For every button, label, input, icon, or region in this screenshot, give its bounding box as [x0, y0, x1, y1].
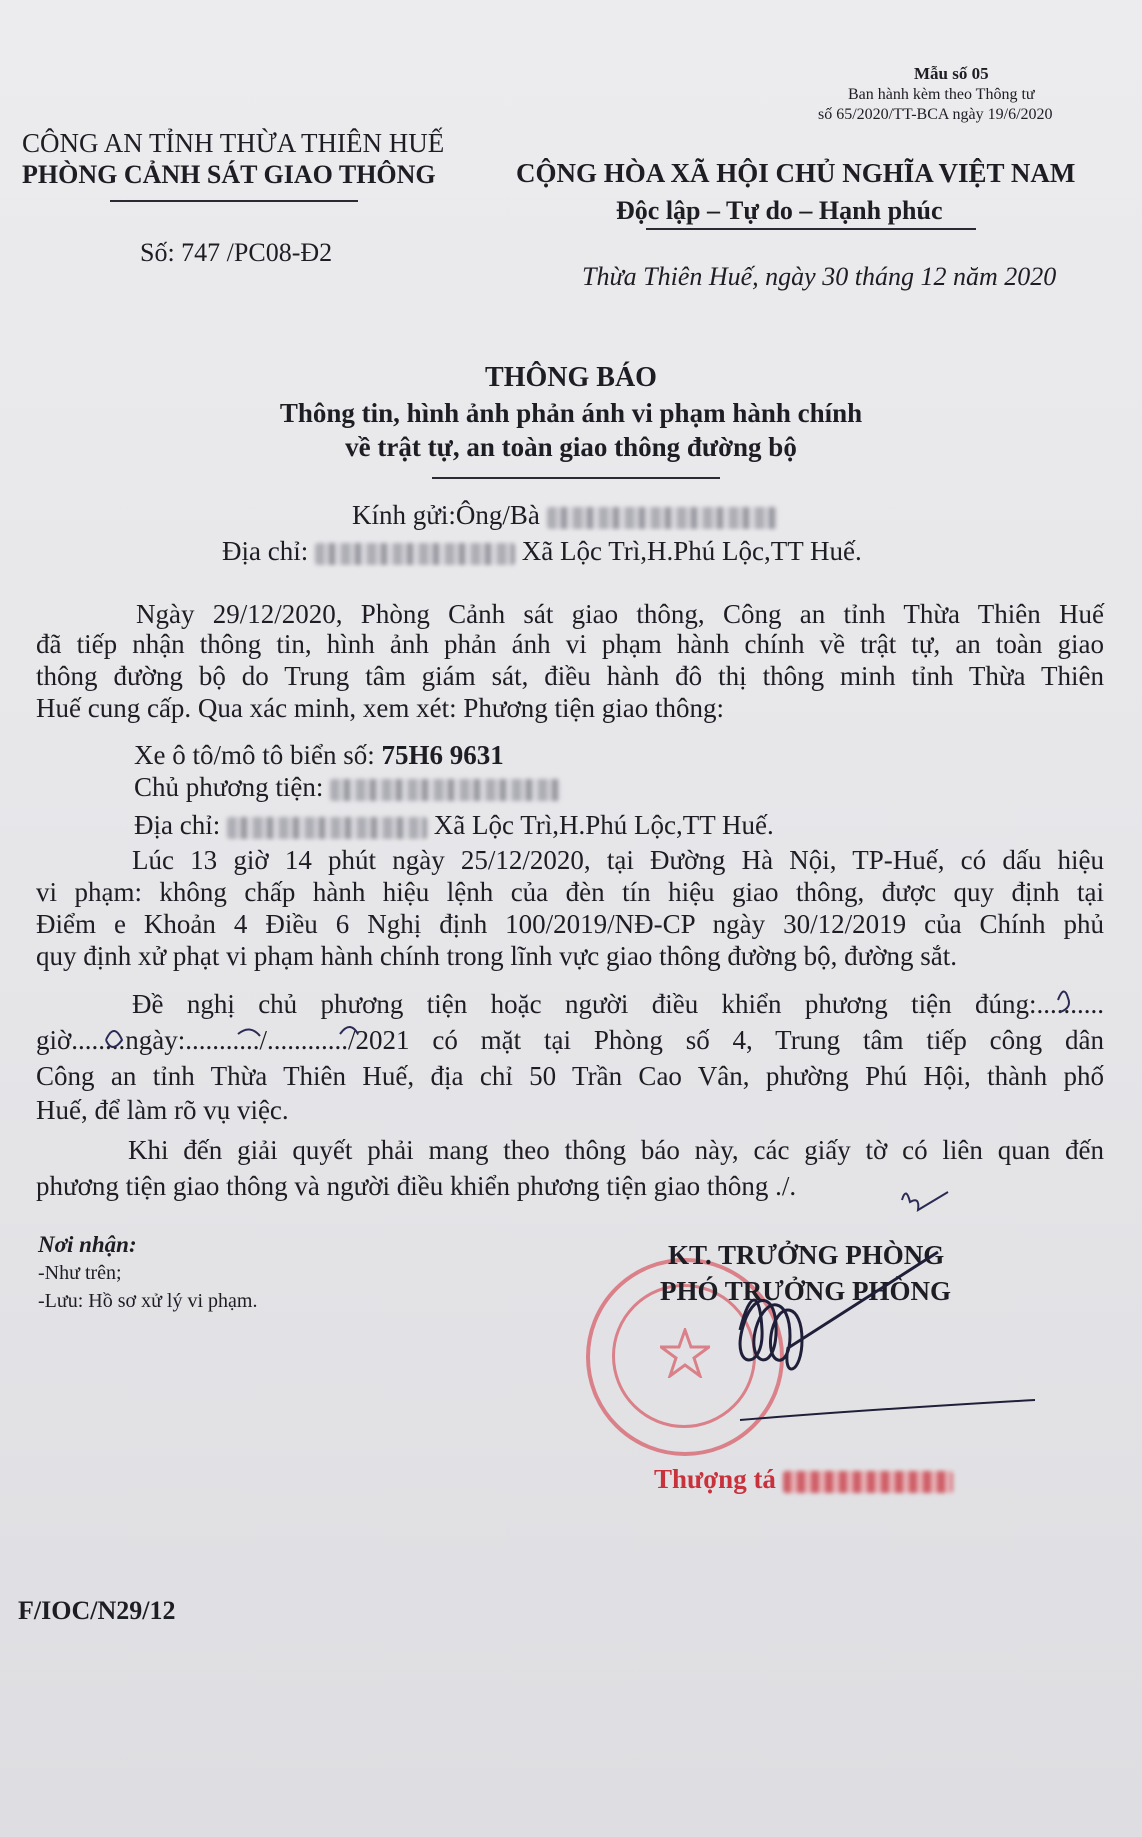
vehicle-label: Xe ô tô/mô tô biển số: [134, 740, 375, 770]
paragraph-2-line-4: quy định xử phạt vi phạm hành chính trong lĩnh vực giao thông đường bộ, đường sắt. [36, 941, 957, 971]
nation-name: CỘNG HÒA XÃ HỘI CHỦ NGHĨA VIỆT NAM [516, 158, 1076, 188]
paragraph-4-line-2: phương tiện giao thông và người điều khiển phương tiện giao thông ./. [36, 1171, 797, 1201]
owner-address-visible: Xã Lộc Trì,H.Phú Lộc,TT Huế. [433, 810, 774, 840]
plate-number: 75H6 9631 [381, 740, 504, 770]
signature-title-1: KT. TRƯỞNG PHÒNG [668, 1240, 945, 1270]
notice-title: THÔNG BÁO [485, 362, 657, 393]
form-circular: số 65/2020/TT-BCA ngày 19/6/2020 [818, 106, 1053, 123]
paragraph-3-line-1: Đề nghị chủ phương tiện hoặc người điều khiển phương tiện đúng:.......... [132, 989, 1104, 1019]
notice-subtitle-1: Thông tin, hình ảnh phản ánh vi phạm hành chính [279, 398, 863, 428]
agency-name: CÔNG AN TỈNH THỪA THIÊN HUẾ [22, 128, 445, 158]
signer-rank: Thượng tá [654, 1464, 776, 1494]
paragraph-2-line-2: vi phạm: không chấp hành hiệu lệnh của đèn tín hiệu giao thông, được quy định tại [36, 877, 1104, 907]
date-line: Thừa Thiên Huế, ngày 30 tháng 12 năm 2020 [582, 262, 1057, 291]
paragraph-2-line-3: Điểm e Khoản 4 Điều 6 Nghị định 100/2019/NĐ-CP ngày 30/12/2019 của Chính phủ [36, 909, 1104, 939]
paragraph-3-line-3: Công an tỉnh Thừa Thiên Huế, địa chỉ 50 Trần Cao Vân, phường Phú Hội, thành phố [36, 1061, 1104, 1091]
signature-title-2: PHÓ TRƯỞNG PHÒNG [660, 1276, 952, 1306]
paragraph-4-line-1: Khi đến giải quyết phải mang theo thông báo này, các giấy tờ có liên quan đến [128, 1135, 1104, 1165]
recipient-item-1: -Như trên; [38, 1262, 122, 1284]
recipients-label: Nơi nhận: [38, 1232, 137, 1257]
form-issued-with: Ban hành kèm theo Thông tư [848, 86, 1035, 103]
address-label: Địa chỉ: [222, 536, 309, 566]
paragraph-1-line-2: đã tiếp nhận thông tin, hình ảnh phản ánh vi phạm hành chính về trật tự, an toàn giao [36, 629, 1104, 659]
paragraph-3-line-4: Huế, để làm rõ vụ việc. [36, 1095, 289, 1125]
paragraph-2-line-1: Lúc 13 giờ 14 phút ngày 25/12/2020, tại Đường Hà Nội, TP-Huế, có dấu hiệu [132, 845, 1104, 875]
department-name: PHÒNG CẢNH SÁT GIAO THÔNG [22, 160, 436, 189]
redacted-signer-name [783, 1471, 953, 1493]
paragraph-1-line-4: Huế cung cấp. Qua xác minh, xem xét: Phương tiện giao thông: [36, 693, 725, 723]
paragraph-1-line-3: thông đường bộ do Trung tâm giám sát, điều hành đô thị thông minh tỉnh Thừa Thiên [36, 661, 1104, 691]
form-number: Mẫu số 05 [914, 64, 989, 83]
signer-rank-line [654, 1464, 953, 1495]
notice-subtitle-2: về trật tự, an toàn giao thông đường bộ [345, 432, 797, 462]
document-number: Số: 747 /PC08-Đ2 [140, 238, 333, 267]
footer-code: F/IOC/N29/12 [18, 1596, 176, 1625]
paragraph-3-line-2: giờ........ngày:.........../............/2021 có mặt tại Phòng số 4, Trung tâm tiếp công dân [36, 1025, 1104, 1055]
address-visible: Xã Lộc Trì,H.Phú Lộc,TT Huế. [521, 536, 862, 566]
recipient-item-2: -Lưu: Hồ sơ xử lý vi phạm. [38, 1290, 258, 1312]
owner-label: Chủ phương tiện: [134, 772, 324, 802]
motto: Độc lập – Tự do – Hạnh phúc [616, 196, 943, 225]
recipient-label: Kính gửi:Ông/Bà [352, 500, 540, 530]
owner-address-label: Địa chỉ: [134, 810, 221, 840]
paragraph-1-line-1: Ngày 29/12/2020, Phòng Cảnh sát giao thông, Công an tỉnh Thừa Thiên Huế [136, 599, 1104, 629]
